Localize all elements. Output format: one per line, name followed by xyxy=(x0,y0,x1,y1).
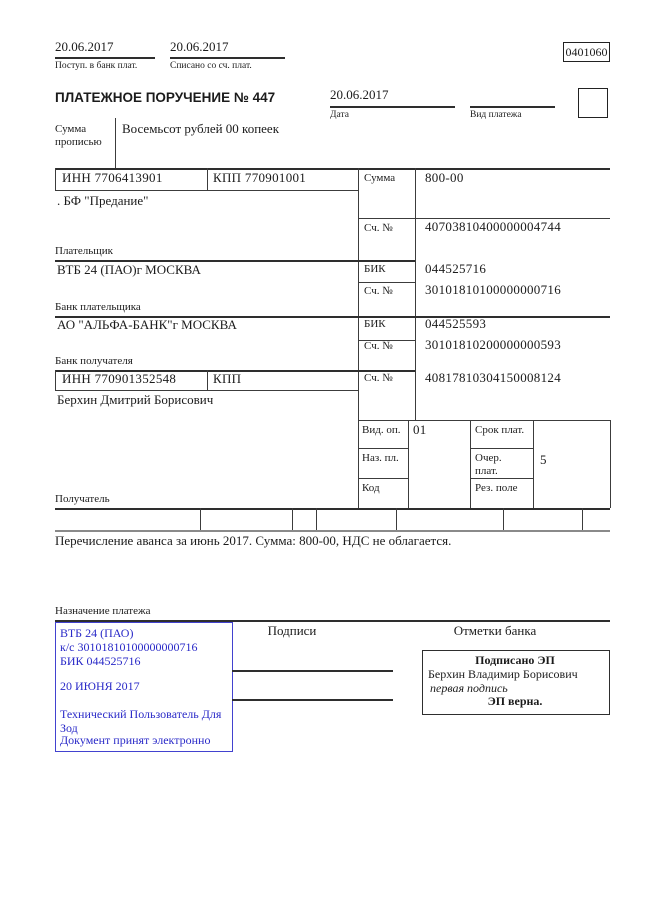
divider-line xyxy=(292,508,293,530)
order-value: 5 xyxy=(540,452,547,467)
divider-line xyxy=(610,420,611,508)
divider-line xyxy=(55,57,155,59)
amount-words-label-2: прописью xyxy=(55,136,102,148)
payer-bank-section-label: Банк плательщика xyxy=(55,301,141,313)
divider-line xyxy=(470,448,533,449)
esign-kind: первая подпись xyxy=(430,681,508,695)
divider-line xyxy=(415,168,416,420)
payee-bank-account-label: Сч. № xyxy=(364,340,393,352)
payer-account: 40703810400000004744 xyxy=(425,219,561,234)
bank-stamp-date: 20 ИЮНЯ 2017 xyxy=(60,679,140,693)
received-label: Поступ. в банк плат. xyxy=(55,61,138,71)
payee-bank-bik: 044525593 xyxy=(425,316,487,331)
divider-line xyxy=(207,168,208,190)
divider-line xyxy=(207,370,208,390)
payer-kpp: КПП 770901001 xyxy=(213,170,307,185)
debited-label: Списано со сч. плат. xyxy=(170,61,252,71)
payee-bank-bik-label: БИК xyxy=(364,318,386,330)
divider-line xyxy=(470,106,555,108)
divider-line xyxy=(533,420,534,508)
payee-account: 40817810304150008124 xyxy=(425,370,561,385)
debited-date: 20.06.2017 xyxy=(170,39,229,54)
form-code-badge xyxy=(563,42,610,62)
divider-line xyxy=(55,508,610,510)
divider-line xyxy=(396,508,397,530)
sum-label: Сумма xyxy=(364,172,396,184)
bank-stamp-user: Технический Пользователь Для Зод xyxy=(60,707,222,736)
bank-stamp-bik: БИК 044525716 xyxy=(60,654,141,668)
divider-line xyxy=(408,420,409,508)
payer-section-label: Плательщик xyxy=(55,245,113,257)
signatures-label: Подписи xyxy=(267,623,317,638)
payer-name: . БФ "Предание" xyxy=(57,193,149,208)
amount-words: Восемьсот рублей 00 копеек xyxy=(122,121,280,136)
payee-name: Берхин Дмитрий Борисович xyxy=(57,392,214,407)
payer-bank-account-label: Сч. № xyxy=(364,285,393,297)
divider-line xyxy=(358,420,610,421)
bank-marks-label: Отметки банка xyxy=(453,623,537,638)
divider-line xyxy=(115,118,116,168)
document-date: 20.06.2017 xyxy=(330,87,389,102)
bank-stamp-corr-account: к/с 30101810100000000716 xyxy=(60,640,198,654)
divider-line xyxy=(200,508,201,530)
payee-inn: ИНН 770901352548 xyxy=(62,371,177,386)
divider-line xyxy=(55,370,56,390)
payee-account-label: Сч. № xyxy=(364,372,393,384)
purpose-label: Назначение платежа xyxy=(55,605,151,617)
sum-value: 800-00 xyxy=(425,170,464,185)
esign-signer: Берхин Владимир Борисович xyxy=(428,667,578,681)
divider-line xyxy=(55,168,56,190)
divider-line xyxy=(170,57,285,59)
payer-bank-bik: 044525716 xyxy=(425,261,487,276)
term-label: Срок плат. xyxy=(475,424,525,436)
purpose-text: Перечисление аванса за июнь 2017. Сумма: 800-00, НДС не облагается. xyxy=(55,533,452,548)
esign-title: Подписано ЭП xyxy=(475,653,555,667)
divider-line xyxy=(358,478,408,479)
date-label: Дата xyxy=(330,110,349,120)
divider-line xyxy=(316,508,317,530)
bank-stamp-bank: ВТБ 24 (ПАО) xyxy=(60,626,134,640)
divider-line xyxy=(55,190,358,191)
divider-line xyxy=(582,508,583,530)
amount-words-label-1: Сумма xyxy=(55,123,87,135)
purpose-code-label: Наз. пл. xyxy=(362,452,399,464)
divider-line xyxy=(470,420,471,508)
op-type-label: Вид. оп. xyxy=(362,424,401,436)
payment-kind-label: Вид платежа xyxy=(470,110,522,120)
payee-bank-name: АО "АЛЬФА-БАНК"г МОСКВА xyxy=(57,317,237,332)
code-label: Код xyxy=(362,482,380,494)
payer-bank-name: ВТБ 24 (ПАО)г МОСКВА xyxy=(57,262,201,277)
document-title: ПЛАТЕЖНОЕ ПОРУЧЕНИЕ № 447 xyxy=(55,90,276,105)
payer-bank-bik-label: БИК xyxy=(364,263,386,275)
reserve-label: Рез. поле xyxy=(475,482,518,494)
divider-line xyxy=(330,106,455,108)
payee-bank-account: 30101810200000000593 xyxy=(425,337,561,352)
divider-line xyxy=(358,168,359,508)
esign-verdict: ЭП верна. xyxy=(487,694,543,708)
payer-bank-account: 30101810100000000716 xyxy=(425,282,561,297)
order-label: Очер. плат. xyxy=(475,452,502,478)
signature-line xyxy=(232,670,393,672)
payer-account-label: Сч. № xyxy=(364,222,393,234)
bank-stamp-note: Документ принят электронно xyxy=(60,733,211,747)
divider-line xyxy=(55,390,358,391)
divider-line xyxy=(358,448,408,449)
divider-line xyxy=(358,282,415,283)
form-code: 0401060 xyxy=(565,45,608,59)
payment-kind-box xyxy=(578,88,608,118)
payee-bank-section-label: Банк получателя xyxy=(55,355,133,367)
divider-line xyxy=(55,530,610,532)
divider-line xyxy=(503,508,504,530)
received-date: 20.06.2017 xyxy=(55,39,114,54)
op-type-value: 01 xyxy=(413,422,427,437)
payee-section-label: Получатель xyxy=(55,493,110,505)
payee-kpp-label: КПП xyxy=(213,371,242,386)
payer-inn: ИНН 7706413901 xyxy=(62,170,163,185)
signature-line xyxy=(232,699,393,701)
